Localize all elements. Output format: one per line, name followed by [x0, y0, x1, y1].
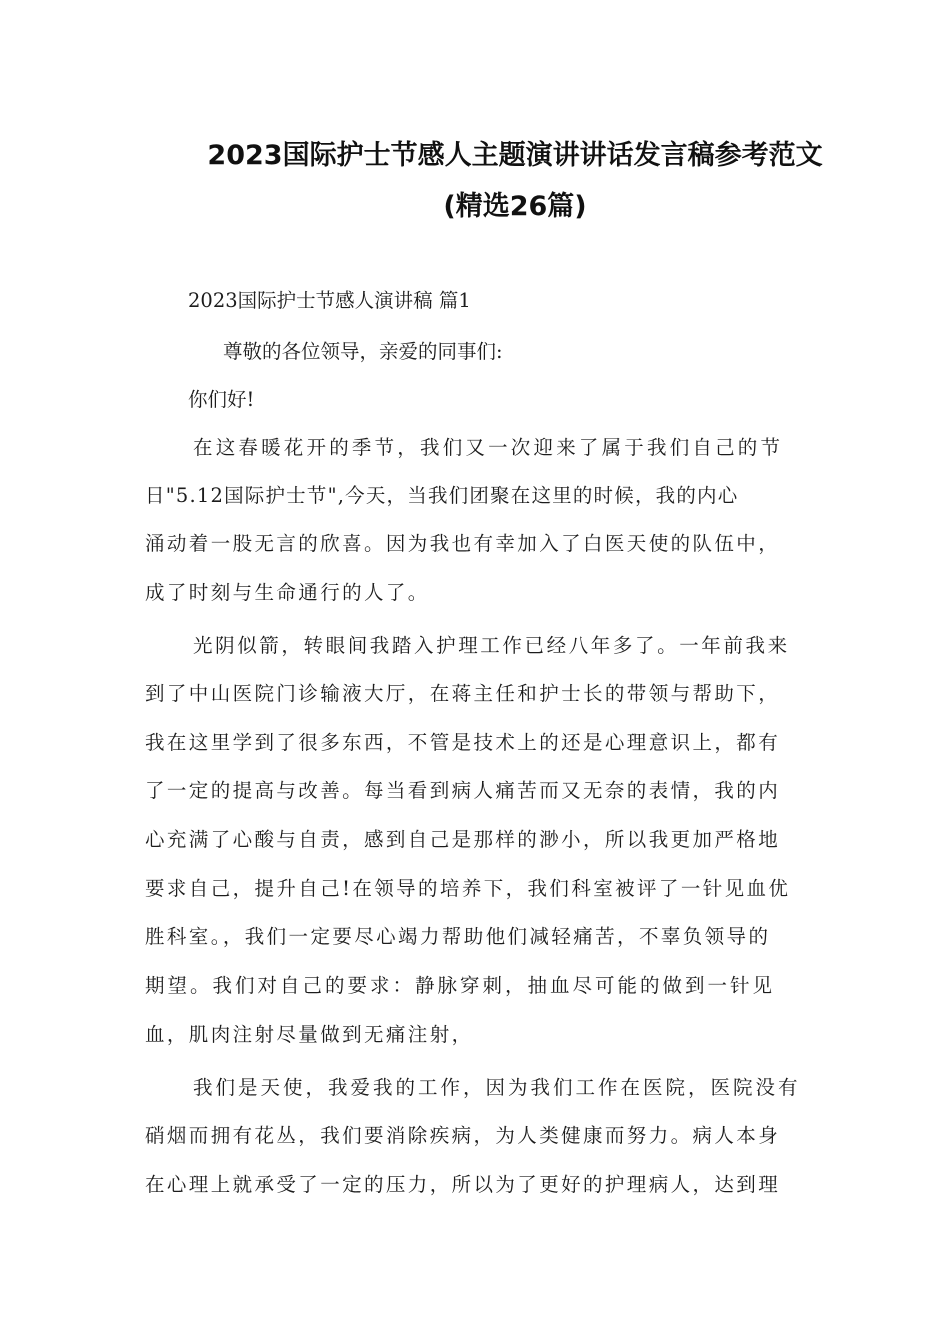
paragraph-3-line-1: 我们是天使，我爱我的工作，因为我们工作在医院，医院没有 — [193, 1076, 801, 1099]
paragraph-2-line-3: 我在这里学到了很多东西，不管是技术上的还是心理意识上，都有 — [145, 731, 781, 754]
document-subtitle: (精选26篇) — [443, 191, 587, 222]
paragraph-2-line-1: 光阴似箭，转眼间我踏入护理工作已经八年多了。一年前我来 — [193, 634, 790, 657]
paragraph-2-line-8: 期望。我们对自己的要求：静脉穿刺，抽血尽可能的做到一针见 — [145, 974, 776, 997]
paragraph-1-line-1: 在这春暖花开的季节，我们又一次迎来了属于我们自己的节 — [193, 436, 784, 459]
paragraph-1-line-2: 日"5.12国际护士节",今天，当我们团聚在这里的时候，我的内心 — [145, 484, 739, 507]
paragraph-3-line-2: 硝烟而拥有花丛，我们要消除疾病，为人类健康而努力。病人本身 — [145, 1124, 781, 1147]
salutation: 尊敬的各位领导，亲爱的同事们: — [223, 340, 503, 363]
paragraph-2-line-4: 了一定的提高与改善。每当看到病人痛苦而又无奈的表情，我的内 — [145, 779, 781, 802]
paragraph-2-line-9: 血，肌肉注射尽量做到无痛注射， — [145, 1023, 474, 1046]
paragraph-2-line-6: 要求自己，提升自己!在领导的培养下，我们科室被评了一针见血优 — [145, 877, 791, 900]
greeting: 你们好! — [188, 388, 255, 411]
paragraph-1-line-4: 成了时刻与生命通行的人了。 — [145, 581, 430, 604]
paragraph-2-line-7: 胜科室。，我们一定要尽心竭力帮助他们减轻痛苦，不辜负领导的 — [145, 925, 771, 948]
document-title: 2023国际护士节感人主题演讲讲话发言稿参考范文 — [207, 140, 823, 171]
paragraph-2-line-2: 到了中山医院门诊输液大厅，在蒋主任和护士长的带领与帮助下， — [145, 682, 781, 705]
paragraph-3-line-3: 在心理上就承受了一定的压力，所以为了更好的护理病人，达到理 — [145, 1173, 781, 1196]
paragraph-1-line-3: 涌动着一股无言的欣喜。因为我也有幸加入了白医天使的队伍中， — [145, 532, 781, 555]
section-heading: 2023国际护士节感人演讲稿 篇1 — [188, 289, 471, 312]
paragraph-2-line-5: 心充满了心酸与自责，感到自己是那样的渺小，所以我更加严格地 — [145, 828, 781, 851]
